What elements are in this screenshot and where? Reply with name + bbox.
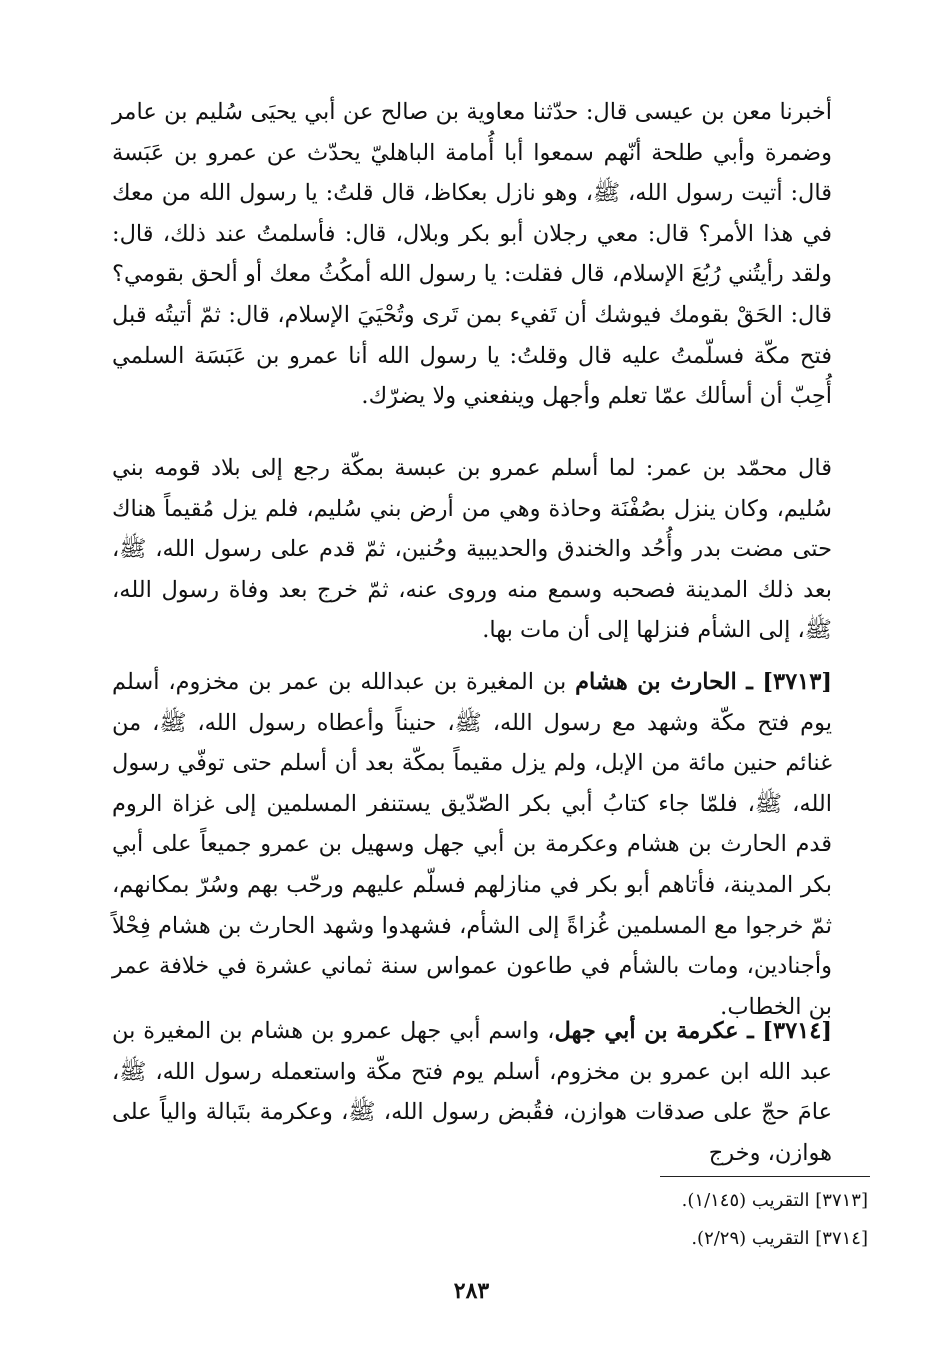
footnote-3714: [٣٧١٤] التقريب (٢/٢٩).	[691, 1228, 868, 1249]
entry-text: بن المغيرة بن عبدالله بن عمر بن مخزوم، أسلم يوم فتح مكّة وشهد مع رسول الله، ﷺ، حنيناً وأعطاه رسول الله، ﷺ، من غنائم حنين مائة من الإبل، ولم يزل مقيماً بمكّة بعد أن أسلم حتى توفّي رسول الله، ﷺ، فلمّا جاء كتابُ أبي بكر الصّدّيق يستنفر المسلمين إلى غزاة الروم قدم الحارث بن هشام وعكرمة بن أبي جهل وسهيل بن عمرو جميعاً على أبي بكر المدينة، فأتاهم أبو بكر في منازلهم فسلّم عليهم ورحّب بهم وسُرّ بمكانهم، ثمّ خرجوا مع المسلمين غُزاةً إلى الشأم، فشهدوا وشهد الحارث بن هشام فِحْلاً وأجنادين، ومات بالشأم في طاعون عمواس سنة ثماني عشرة في خلافة عمر بن الخطاب.	[112, 669, 832, 1020]
paragraph-text: أخبرنا معن بن عيسى قال: حدّثنا معاوية بن صالح عن أبي يحيَى سُليم بن عامر وضمرة وأبي طلحة أنّهم سمعوا أبا أُمامة الباهليّ يحدّث عن عمرو بن عَبَسة قال: أتيت رسول الله، ﷺ، وهو نازل بعكاظ، قال قلتُ: يا رسول الله من معك في هذا الأمر؟ قال: معي رجلان أبو بكر وبلال، قال: فأسلمتُ عند ذلك، قال: ولقد رأيتُني رُبُعَ الإسلام، قال فقلت: يا رسول الله أمكُثُ معك أو ألحق بقومي؟ قال: الحَقْ بقومك فيوشك أن تَفيء بمن تَرى وتُحْيَيَ الإسلام، قال: ثمّ أتيتُه قبل فتح مكّة فسلّمتُ عليه قال وقلتُ: يا رسول الله أنا عمرو بن عَبَسَة السلمي أُحِبّ أن أسألك عمّا تعلم وأجهل وينفعني ولا يضرّك.	[112, 99, 832, 410]
footnote-3713: [٣٧١٣] التقريب (١/١٤٥).	[681, 1190, 868, 1211]
page-number: ٢٨٣	[453, 1278, 490, 1304]
paragraph-amr-ibn-abasa-hadith	[112, 92, 832, 417]
paragraph-text: قال محمّد بن عمر: لما أسلم عمرو بن عبسة بمكّة رجع إلى بلاد قومه بني سُليم، وكان ينزل بصُفْنَة وحاذة وهي من أرض بني سُليم، فلم يزل مُقيماً هناك حتى مضت بدر وأُحُد والخندق والحديبية وحُنين، ثمّ قدم على رسول الله، ﷺ، بعد ذلك المدينة فصحبه وسمع منه وروى عنه، ثمّ خرج بعد وفاة رسول الله، ﷺ، إلى الشأم فنزلها إلى أن مات بها.	[112, 455, 832, 644]
entry-3713-harith-ibn-hisham	[112, 662, 832, 1027]
entry-3714-ikrima-ibn-abi-jahl	[112, 1011, 832, 1173]
paragraph-muhammad-ibn-umar	[112, 448, 832, 651]
entry-heading: [٣٧١٣] ـ الحارث بن هشام	[575, 669, 832, 695]
footnote-separator	[660, 1176, 870, 1177]
entry-text: ، واسم أبي جهل عمرو بن هشام بن المغيرة بن عبد الله ابن عمرو بن مخزوم، أسلم يوم فتح مكّة واستعمله رسول الله، ﷺ، عامَ حجّ على صدقات هوازن، فقُبض رسول الله، ﷺ، وعكرمة بتَبالة والياً على هوازن، وخرج	[112, 1018, 832, 1166]
entry-heading: [٣٧١٤] ـ عكرمة بن أبي جهل	[554, 1018, 832, 1044]
